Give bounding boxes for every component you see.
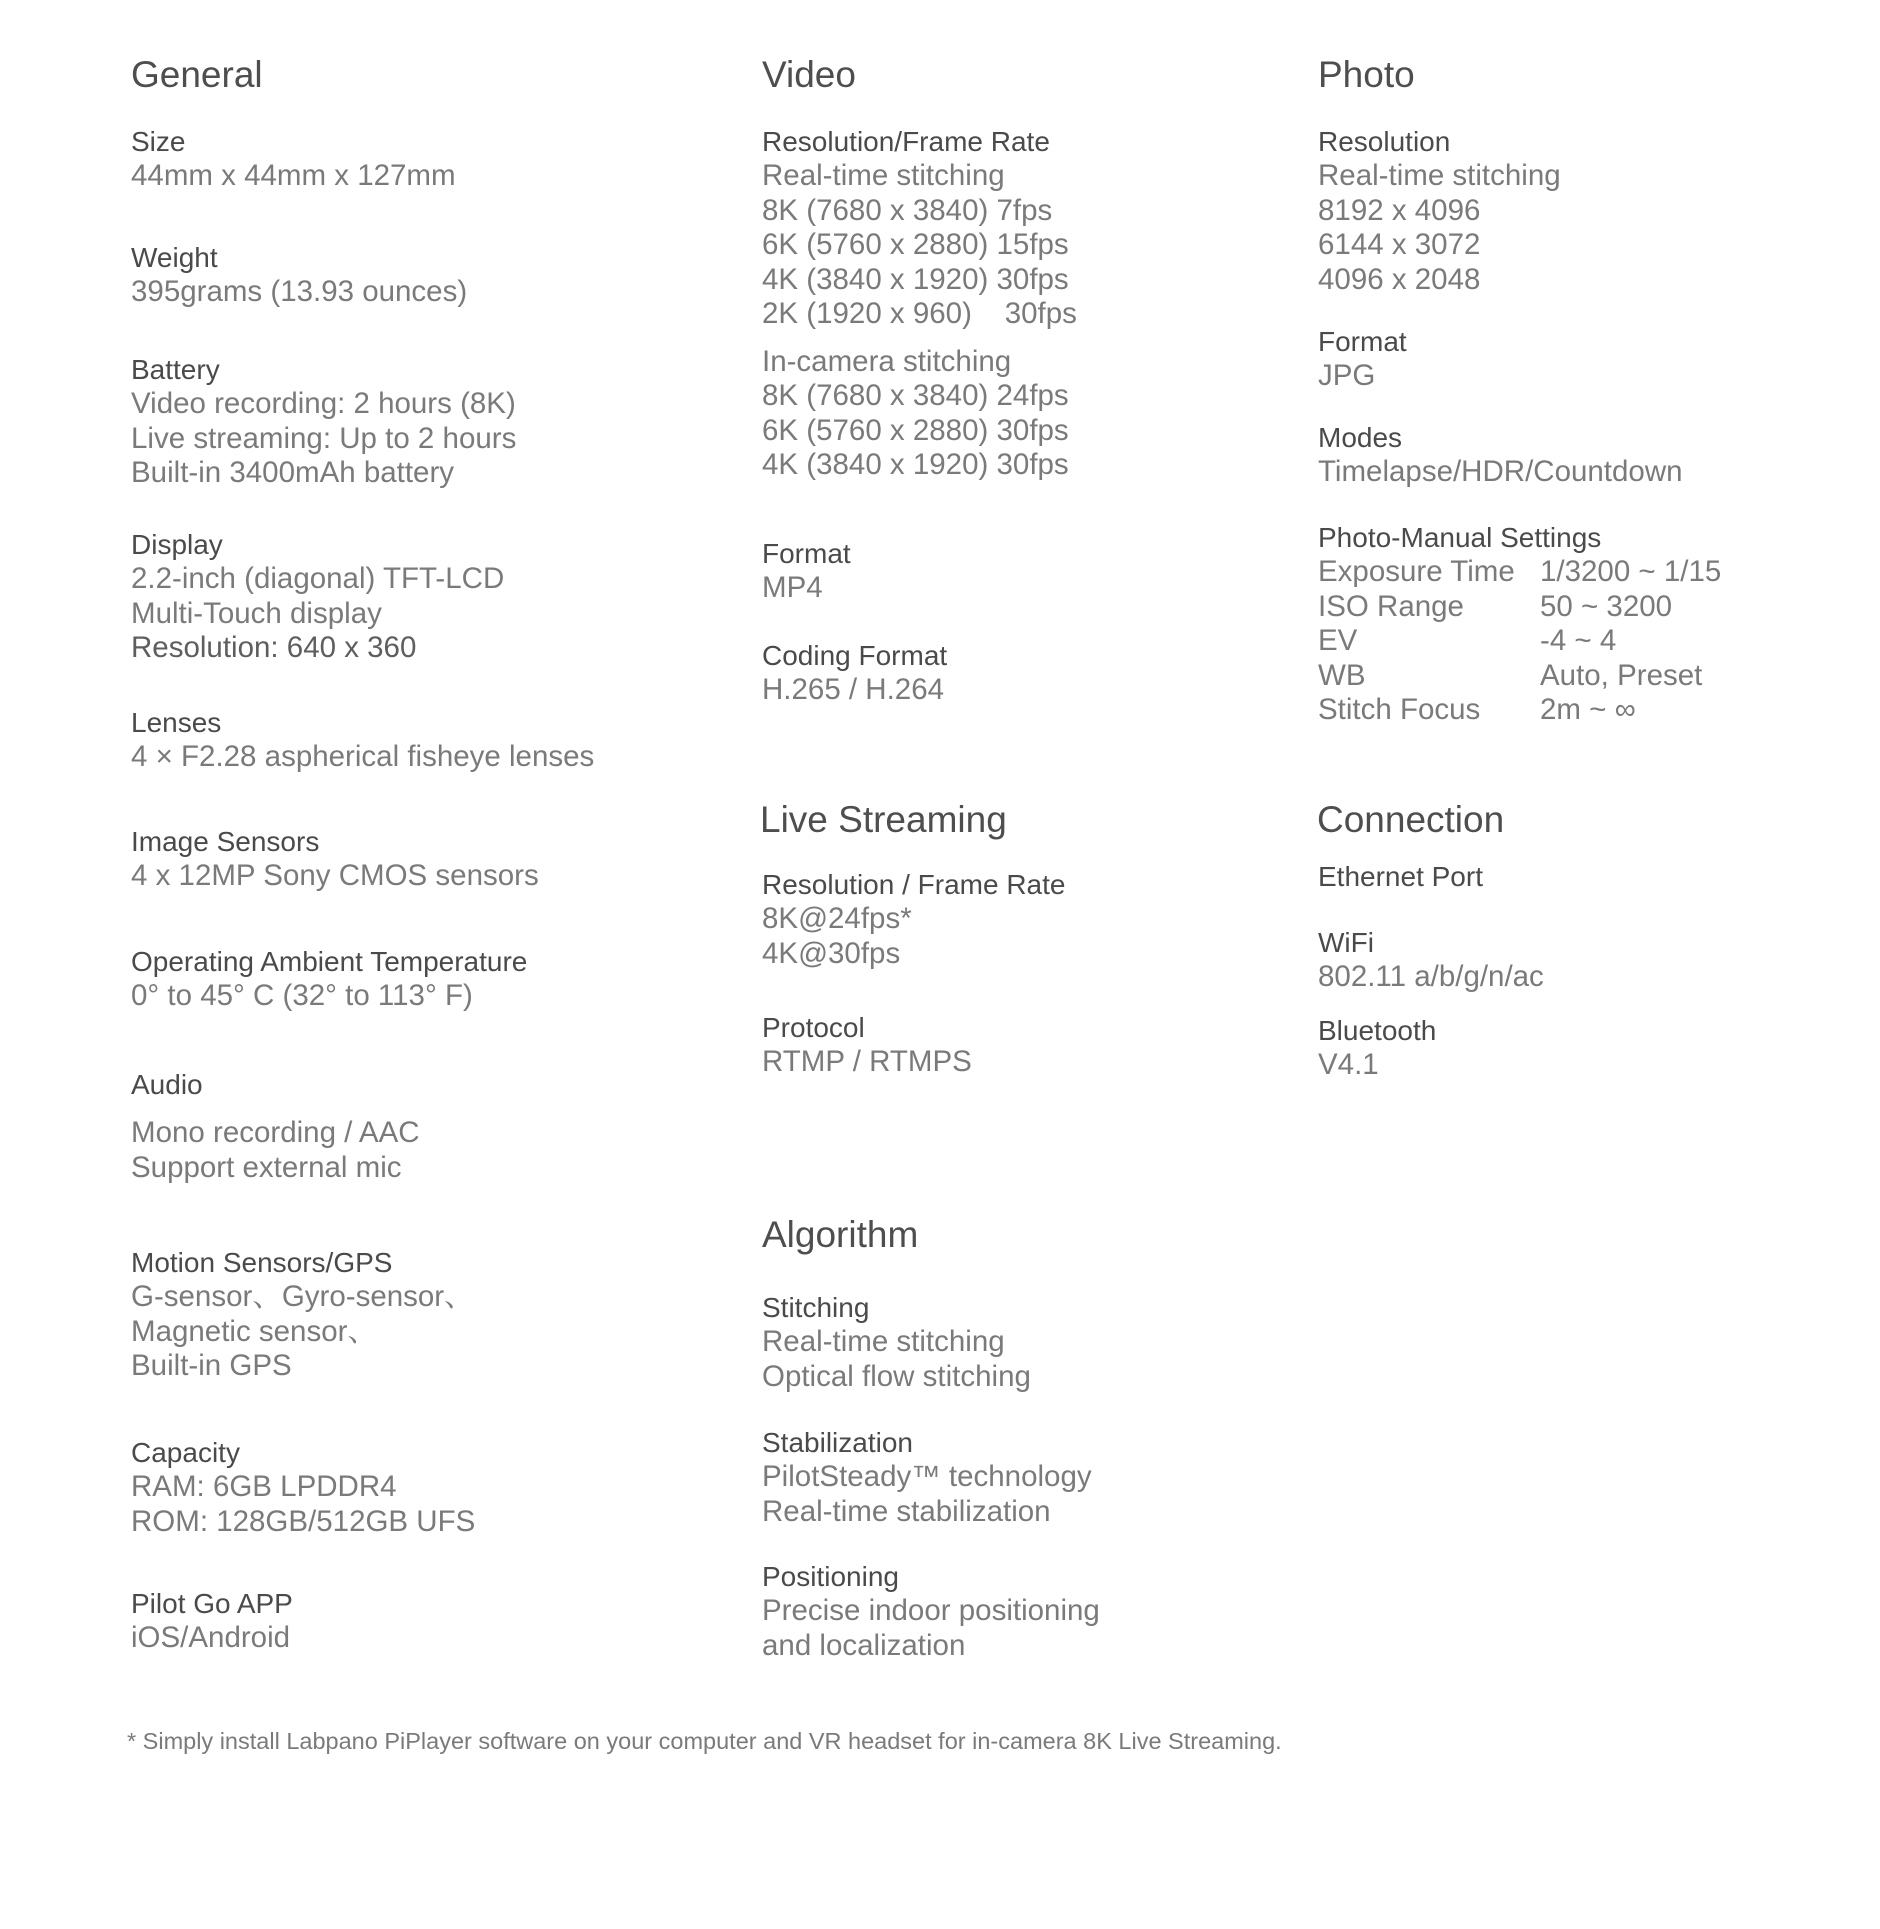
connection-title: Connection (1317, 799, 1505, 840)
spec-label: Operating Ambient Temperature (131, 946, 528, 977)
spec-temperature (131, 945, 527, 1014)
spec-label: WiFi (1318, 927, 1374, 958)
spec-capacity (131, 1436, 475, 1539)
spec-value: Magnetic sensor、 (131, 1314, 377, 1348)
spec-value: G-sensor、Gyro-sensor、 (131, 1280, 474, 1313)
setting-key: WB (1318, 658, 1366, 692)
spec-label: Resolution / Frame Rate (762, 869, 1066, 900)
spec-label: Bluetooth (1318, 1015, 1437, 1046)
spec-value: 6K (5760 x 2880) 15fps (762, 228, 1069, 261)
spec-label: Format (762, 538, 851, 569)
spec-value: 8K (7680 x 3840) 7fps (762, 193, 1053, 227)
spec-value: Mono recording / AAC (131, 1116, 420, 1149)
spec-label: Lenses (131, 707, 222, 738)
spec-live-resolution (762, 868, 1065, 971)
general-title: General (131, 54, 263, 95)
spec-value: and localization (762, 1628, 966, 1662)
spec-value: 6144 x 3072 (1318, 228, 1481, 261)
spec-photo-format (1318, 325, 1407, 394)
spec-wifi (1318, 926, 1544, 995)
spec-value: JPG (1318, 359, 1376, 392)
spec-value: Real-time stabilization (762, 1494, 1051, 1528)
spec-value: 802.11 a/b/g/n/ac (1318, 960, 1544, 993)
spec-motion (131, 1246, 474, 1384)
spec-label: Coding Format (762, 640, 948, 671)
spec-value: 4 × F2.28 aspherical fisheye lenses (131, 740, 595, 773)
spec-label: Image Sensors (131, 826, 320, 857)
spec-label: Modes (1318, 422, 1403, 453)
spec-label: Motion Sensors/GPS (131, 1247, 393, 1278)
spec-size (131, 125, 456, 194)
spec-value: H.265 / H.264 (762, 673, 945, 706)
spec-value: Real-time stitching (762, 1325, 1005, 1358)
spec-value: Video recording: 2 hours (8K) (131, 387, 516, 420)
photo-title: Photo (1318, 54, 1415, 95)
spec-value: Timelapse/HDR/Countdown (1318, 455, 1683, 488)
spec-app (131, 1587, 293, 1656)
spec-battery (131, 353, 516, 491)
setting-value: 1/3200 ~ 1/15 (1540, 555, 1722, 588)
spec-value: In-camera stitching (762, 344, 1012, 378)
spec-value: RAM: 6GB LPDDR4 (131, 1470, 397, 1503)
spec-value: Real-time stitching (1318, 159, 1561, 192)
spec-label: Protocol (762, 1012, 865, 1043)
spec-label: Ethernet Port (1318, 861, 1483, 892)
spec-label: Battery (131, 354, 220, 385)
spec-label: Stabilization (762, 1427, 913, 1458)
spec-label: Stitching (762, 1292, 870, 1323)
spec-value: Built-in GPS (131, 1349, 292, 1382)
spec-value: 395grams (13.93 ounces) (131, 275, 468, 308)
spec-coding-format (762, 639, 947, 708)
spec-value: 6K (5760 x 2880) 30fps (762, 413, 1069, 447)
spec-value: Support external mic (131, 1150, 402, 1184)
spec-label: Photo-Manual Settings (1318, 522, 1602, 553)
spec-value: 4 x 12MP Sony CMOS sensors (131, 859, 539, 892)
spec-image-sensors (131, 825, 539, 894)
live-streaming-title: Live Streaming (760, 799, 1007, 840)
spec-value: Optical flow stitching (762, 1359, 1031, 1393)
spec-lenses (131, 706, 594, 775)
setting-key: ISO Range (1318, 589, 1464, 623)
setting-value: -4 ~ 4 (1540, 624, 1617, 657)
spec-value: Resolution: 640 x 360 (131, 631, 417, 664)
spec-weight (131, 241, 467, 310)
spec-value: 2K (1920 x 960) 30fps (762, 297, 1077, 330)
spec-positioning (762, 1560, 1100, 1663)
setting-value: Auto, Preset (1540, 658, 1703, 692)
spec-label: Format (1318, 326, 1407, 357)
spec-value: 44mm x 44mm x 127mm (131, 159, 456, 192)
spec-photo-manual (1318, 521, 1721, 728)
spec-ethernet (1318, 860, 1483, 894)
spec-display (131, 528, 504, 666)
video-title: Video (762, 54, 856, 95)
setting-key: Stitch Focus (1318, 693, 1481, 726)
spec-value: PilotSteady™ technology (762, 1460, 1092, 1493)
spec-video-format (762, 537, 851, 606)
spec-value: 4K (3840 x 1920) 30fps (762, 262, 1069, 296)
spec-protocol (762, 1011, 972, 1080)
spec-label: Display (131, 529, 223, 560)
spec-value: 0° to 45° C (32° to 113° F) (131, 979, 473, 1012)
spec-value: Real-time stitching (762, 159, 1005, 192)
spec-value: 4096 x 2048 (1318, 262, 1481, 296)
spec-value: RTMP / RTMPS (762, 1045, 972, 1078)
spec-audio (131, 1068, 420, 1185)
spec-stabilization (762, 1426, 1092, 1529)
setting-key: Exposure Time (1318, 555, 1515, 588)
spec-video-resolution (762, 125, 1077, 483)
spec-label: Resolution (1318, 126, 1451, 157)
spec-value: Multi-Touch display (131, 596, 382, 630)
spec-value: 8K@24fps* (762, 902, 912, 935)
spec-stitching (762, 1291, 1031, 1394)
spec-value: 4K@30fps (762, 936, 901, 970)
spec-label: Positioning (762, 1561, 899, 1592)
manual-settings-table (1318, 555, 1721, 728)
spec-value: 8192 x 4096 (1318, 193, 1481, 227)
setting-value: 50 ~ 3200 (1540, 589, 1673, 623)
spec-value: iOS/Android (131, 1621, 291, 1654)
spec-bluetooth (1318, 1014, 1436, 1083)
spec-value: MP4 (762, 571, 823, 604)
spec-label: Audio (131, 1069, 203, 1100)
spec-label: Size (131, 126, 186, 157)
spec-photo-resolution (1318, 125, 1561, 297)
spec-value: Precise indoor positioning (762, 1594, 1100, 1627)
spec-value: 4K (3840 x 1920) 30fps (762, 448, 1069, 481)
spec-value: V4.1 (1318, 1048, 1379, 1081)
footnote: * Simply install Labpano PiPlayer software on your computer and VR headset for in-camera 8K Live Streaming. (127, 1728, 1282, 1754)
setting-key: EV (1318, 624, 1358, 657)
spec-modes (1318, 421, 1683, 490)
spec-value: 8K (7680 x 3840) 24fps (762, 379, 1069, 412)
spec-label: Capacity (131, 1437, 240, 1468)
spec-value: Built-in 3400mAh battery (131, 456, 455, 489)
spec-value: Live streaming: Up to 2 hours (131, 421, 517, 455)
spec-label: Resolution/Frame Rate (762, 126, 1050, 157)
spec-value: ROM: 128GB/512GB UFS (131, 1504, 476, 1538)
setting-value: 2m ~ ∞ (1540, 693, 1636, 726)
spec-value: 2.2-inch (diagonal) TFT-LCD (131, 562, 505, 595)
spec-label: Pilot Go APP (131, 1588, 293, 1619)
algorithm-title: Algorithm (762, 1214, 919, 1255)
spec-label: Weight (131, 242, 218, 273)
